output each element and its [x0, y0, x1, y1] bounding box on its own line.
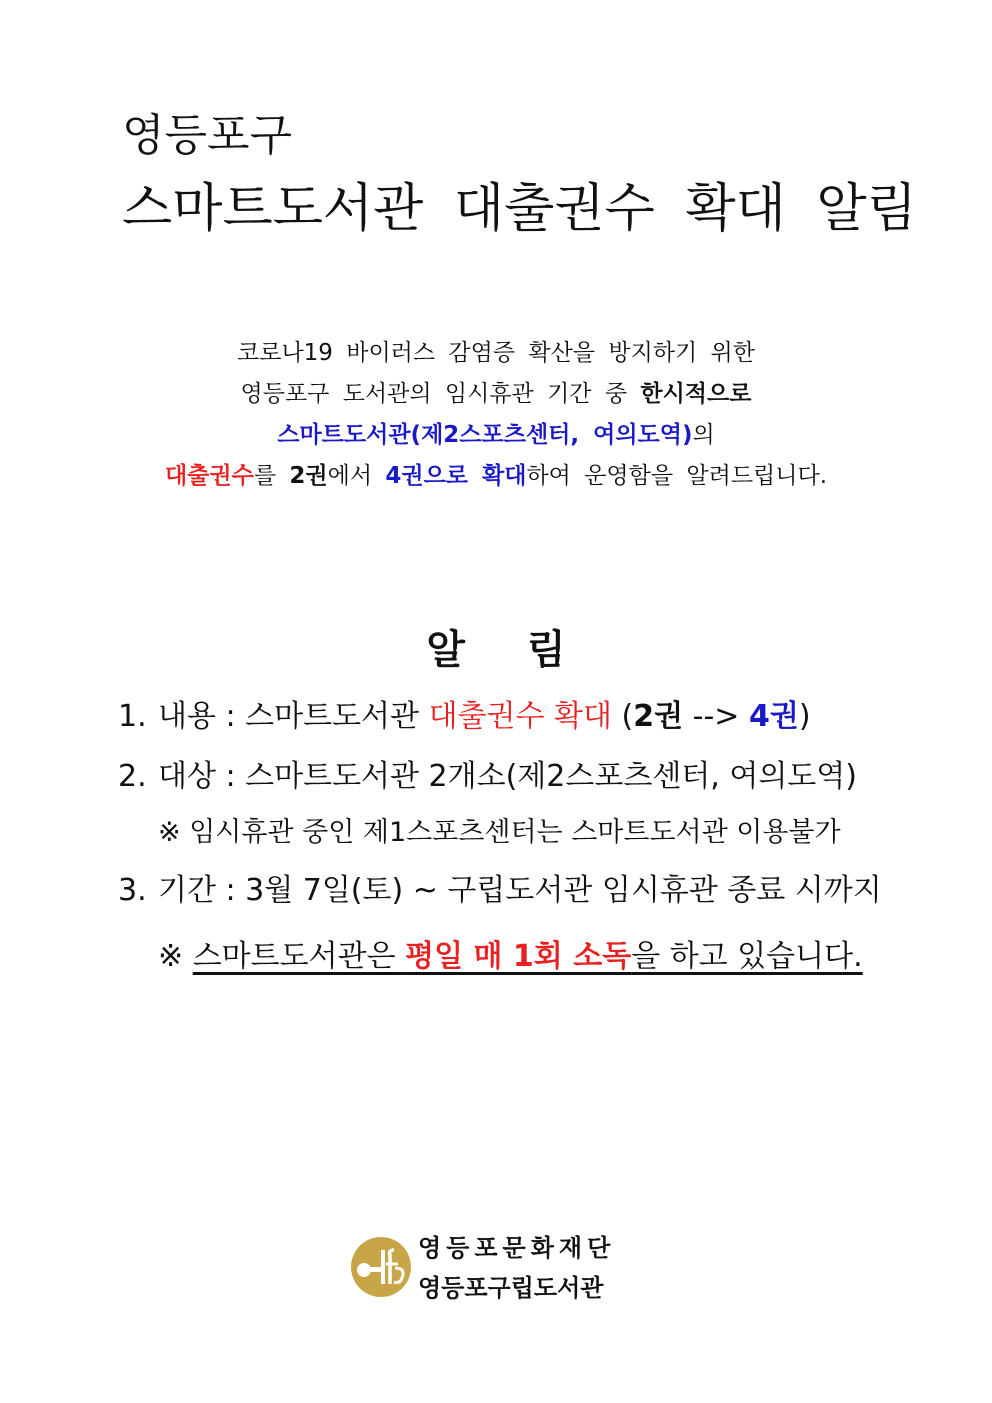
intro-paragraph	[0, 333, 992, 497]
note-text: 을 하고 있습니다.	[631, 939, 863, 974]
intro-line-3	[0, 415, 992, 456]
item-text: 대상 : 스마트도서관 2개소(제2스포츠센터, 여의도역)	[158, 759, 857, 794]
org-foundation: 영등포문화재단	[418, 1234, 616, 1262]
note-mark: ※	[158, 939, 193, 974]
intro-loan-count: 대출권수	[164, 463, 254, 489]
org-library: 영등포구립도서관	[418, 1274, 604, 1302]
disinfection-note	[158, 935, 863, 979]
intro-new-count: 4권으로 확대	[385, 463, 527, 489]
note-underlined	[193, 939, 863, 974]
intro-emphasis: 한시적으로	[640, 381, 752, 407]
item-arrow: -->	[683, 699, 749, 734]
item-text: 내용 : 스마트도서관	[158, 699, 429, 734]
note-highlight: 평일 매 1회 소독	[405, 939, 632, 974]
intro-text: 에서	[327, 463, 386, 489]
intro-line-4	[0, 456, 992, 497]
note-text: 스마트도서관은	[192, 939, 406, 974]
notice-item-target-note: ※ 임시휴관 중인 제1스포츠센터는 스마트도서관 이용불가	[158, 817, 841, 848]
organization-names	[418, 1228, 615, 1308]
foundation-logo-icon	[350, 1236, 412, 1298]
intro-library-names: 스마트도서관(제2스포츠센터, 여의도역)	[277, 422, 693, 448]
notice-item-target	[118, 755, 857, 799]
title-main: 스마트도서관 대출권수 확대 알림	[122, 179, 917, 239]
item-number: 2.	[118, 759, 147, 794]
intro-text: 하여 운영함을 알려드립니다.	[526, 463, 828, 489]
notice-item-content	[118, 695, 811, 739]
intro-text: 를	[253, 463, 290, 489]
item-text: )	[798, 699, 811, 734]
notice-heading: 알 림	[426, 627, 566, 673]
item-to-count: 4권	[748, 699, 799, 734]
intro-line-1: 코로나19 바이러스 감염증 확산을 방지하기 위한	[237, 340, 755, 366]
item-number: 1.	[118, 699, 147, 734]
item-text: (	[611, 699, 634, 734]
title-district: 영등포구	[122, 110, 293, 161]
item-text: 기간 : 3월 7일(토) ~ 구립도서관 임시휴관 종료 시까지	[158, 873, 882, 908]
intro-old-count: 2권	[289, 463, 328, 489]
intro-text: 영등포구 도서관의 임시휴관 기간 중	[240, 381, 641, 407]
intro-text: 의	[692, 422, 715, 448]
item-highlight: 대출권수 확대	[428, 699, 612, 734]
item-from-count: 2권	[633, 699, 684, 734]
notice-item-period	[118, 869, 882, 913]
intro-line-2	[0, 374, 992, 415]
item-number: 3.	[118, 873, 147, 908]
